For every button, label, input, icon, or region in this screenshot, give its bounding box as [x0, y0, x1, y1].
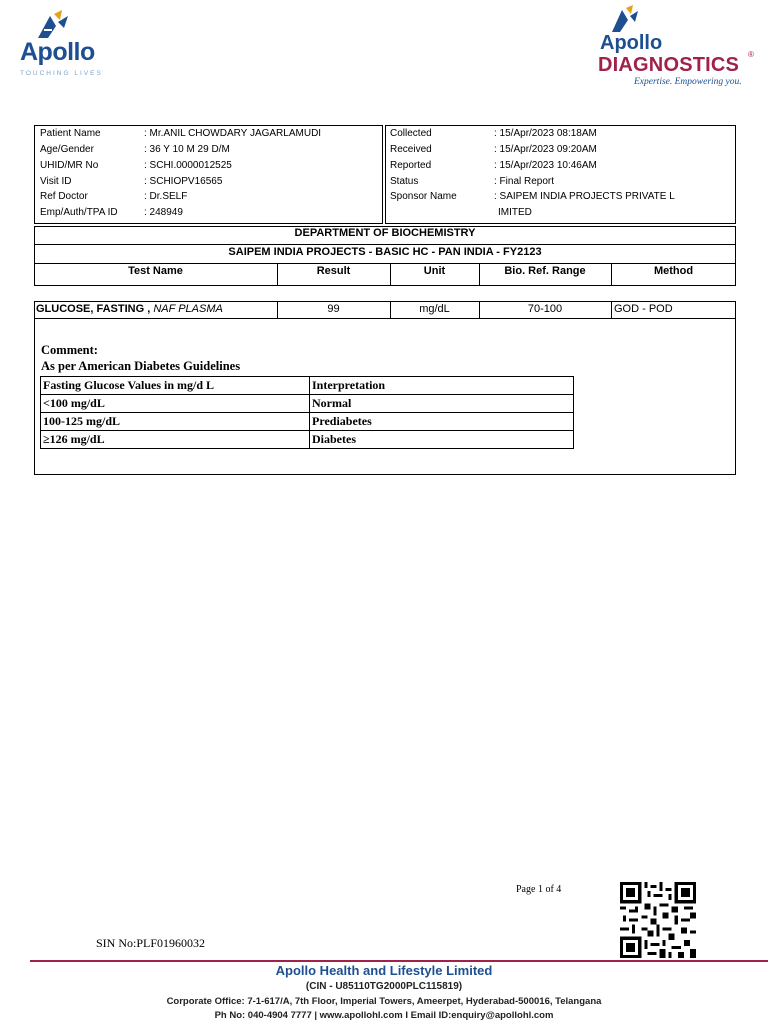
table-row [41, 431, 574, 449]
result-range: 70-100 [527, 303, 563, 315]
table-cell: Prediabetes [310, 413, 574, 431]
apollo-emblem-icon [606, 4, 642, 34]
table-cell: Diabetes [310, 431, 574, 449]
footer-company: Apollo Health and Lifestyle Limited [275, 963, 493, 978]
result-value: 99 [327, 303, 340, 315]
table-row [41, 413, 574, 431]
table-row [41, 395, 574, 413]
page-number: Page 1 of 4 [516, 884, 562, 895]
divider [34, 263, 736, 264]
comment-guideline: As per American Diabetes Guidelines [41, 359, 241, 373]
table-cell: Fasting Glucose Values in mg/d L [41, 377, 310, 395]
apollo-emblem-icon [30, 8, 74, 42]
table-cell: <100 mg/dL [41, 395, 310, 413]
left-logo-tag: TOUCHING LIVES [20, 70, 103, 77]
result-unit: mg/dL [419, 303, 450, 315]
right-logo-word: Apollo [600, 32, 663, 54]
project-title: SAIPEM INDIA PROJECTS - BASIC HC - PAN INDIA - FY2123 [228, 246, 542, 258]
left-logo-word: Apollo [20, 38, 95, 66]
col-separator [611, 301, 612, 318]
test-name-cell [36, 303, 223, 315]
qr-code-icon [620, 882, 696, 958]
divider [34, 318, 736, 319]
apollo-logo [18, 8, 118, 80]
col-header-range: Bio. Ref. Range [504, 265, 586, 277]
specimen-type: NAF PLASMA [153, 303, 223, 315]
table-cell: 100-125 mg/dL [41, 413, 310, 431]
footer-cin: (CIN - U85110TG2000PLC115819) [305, 981, 463, 992]
divider [34, 244, 736, 245]
col-header-result: Result [316, 265, 351, 277]
table-cell: Normal [310, 395, 574, 413]
right-logo-diagnostics: DIAGNOSTICS [598, 54, 740, 76]
col-header-unit: Unit [423, 265, 446, 277]
table-cell: Interpretation [310, 377, 574, 395]
footer-office: Corporate Office: 7-1-617/A, 7th Floor, Imperial Towers, Ameerpet, Hyderabad-500016, Telangana [166, 996, 602, 1007]
result-method: GOD - POD [614, 303, 673, 315]
apollo-diagnostics-logo [592, 4, 764, 90]
department-title: DEPARTMENT OF BIOCHEMISTRY [294, 227, 476, 239]
interpretation-table [40, 376, 574, 449]
col-header-test-name: Test Name [128, 265, 183, 277]
sin-number: SIN No:PLF01960032 [96, 936, 206, 950]
registered-mark: ® [748, 50, 754, 59]
test-name: GLUCOSE, FASTING , [36, 303, 151, 315]
table-cell: ≥126 mg/dL [41, 431, 310, 449]
footer-contact: Ph No: 040-4904 7777 | www.apollohl.com I Email ID:enquiry@apollohl.com [214, 1010, 554, 1021]
col-header-method: Method [653, 265, 694, 277]
table-row [41, 377, 574, 395]
right-logo-tagline: Expertise. Empowering you. [634, 77, 742, 87]
footer-divider [30, 960, 768, 962]
comment-title: Comment: [41, 343, 98, 357]
